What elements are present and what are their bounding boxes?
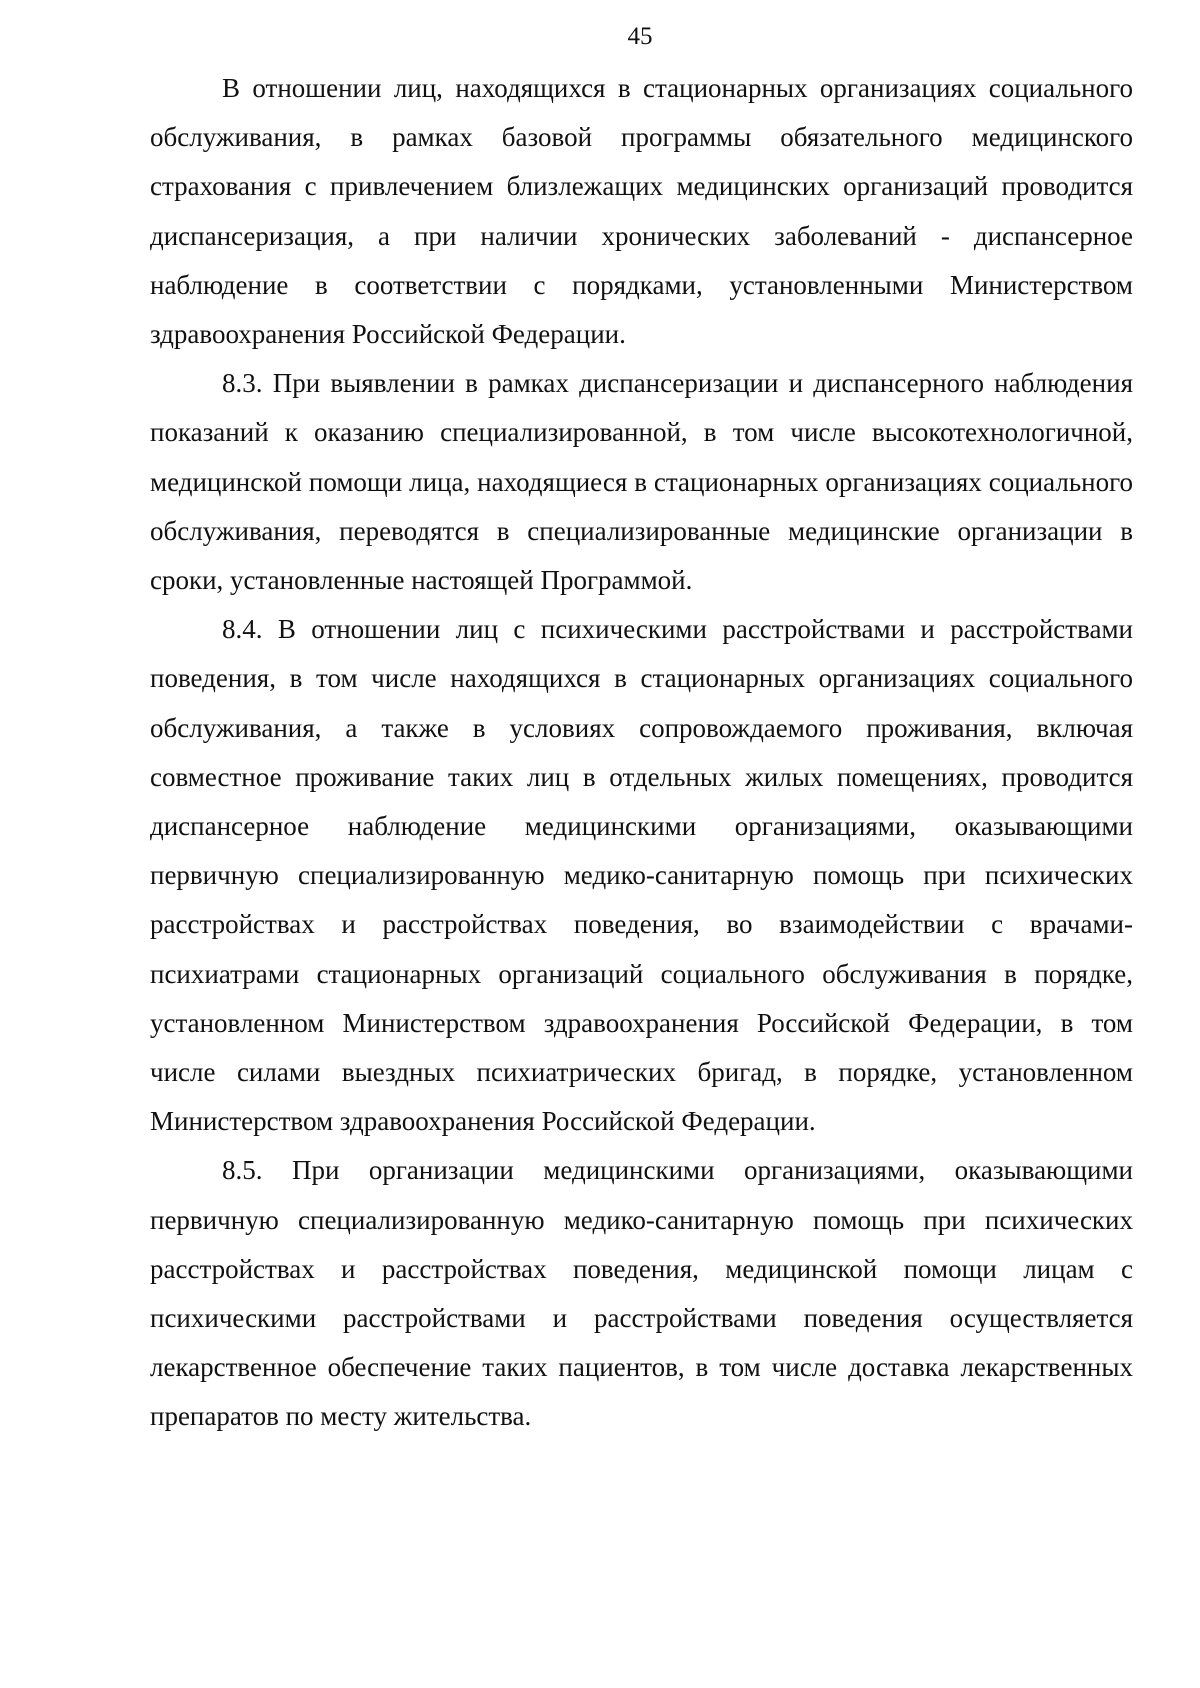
document-body bbox=[150, 64, 1133, 1442]
paragraph-8-4: 8.4. В отношении лиц с психическими расстройствами и расстройствами поведения, в том числе находящихся в стационарных организациях социального обслуживания, а также в условиях сопровождаемого проживания, включая совместное проживание таких лиц в отдельных жилых помещениях, проводится диспансерное наблюдение медицинскими организациями, оказывающими первичную специализированную медико-санитарную помощь при психических расстройствах и расстройствах поведения, во взаимодействии с врачами-психиатрами стационарных организаций социального обслуживания в порядке, установленном Министерством здравоохранения Российской Федерации, в том числе силами выездных психиатрических бригад, в порядке, установленном Министерством здравоохранения Российской Федерации. bbox=[150, 614, 1133, 1137]
paragraph-8-2-continuation: В отношении лиц, находящихся в стационарных организациях социального обслуживания, в рамках базовой программы обязательного медицинского страхования с привлечением близлежащих медицинских организаций проводится диспансеризация, а при наличии хронических заболеваний - диспансерное наблюдение в соответствии с порядками, установленными Министерством здравоохранения Российской Федерации. bbox=[150, 73, 1133, 350]
paragraph-8-5: 8.5. При организации медицинскими организациями, оказывающими первичную специализированную медико-санитарную помощь при психических расстройствах и расстройствах поведения, медицинской помощи лицам с психическими расстройствами и расстройствами поведения осуществляется лекарственное обеспечение таких пациентов, в том числе доставка лекарственных препаратов по месту жительства. bbox=[150, 1155, 1133, 1432]
paragraph-8-3: 8.3. При выявлении в рамках диспансеризации и диспансерного наблюдения показаний к оказанию специализированной, в том числе высокотехнологичной, медицинской помощи лица, находящиеся в стационарных организациях социального обслуживания, переводятся в специализированные медицинские организации в сроки, установленные настоящей Программой. bbox=[150, 368, 1133, 596]
page-number: 45 bbox=[627, 23, 653, 50]
